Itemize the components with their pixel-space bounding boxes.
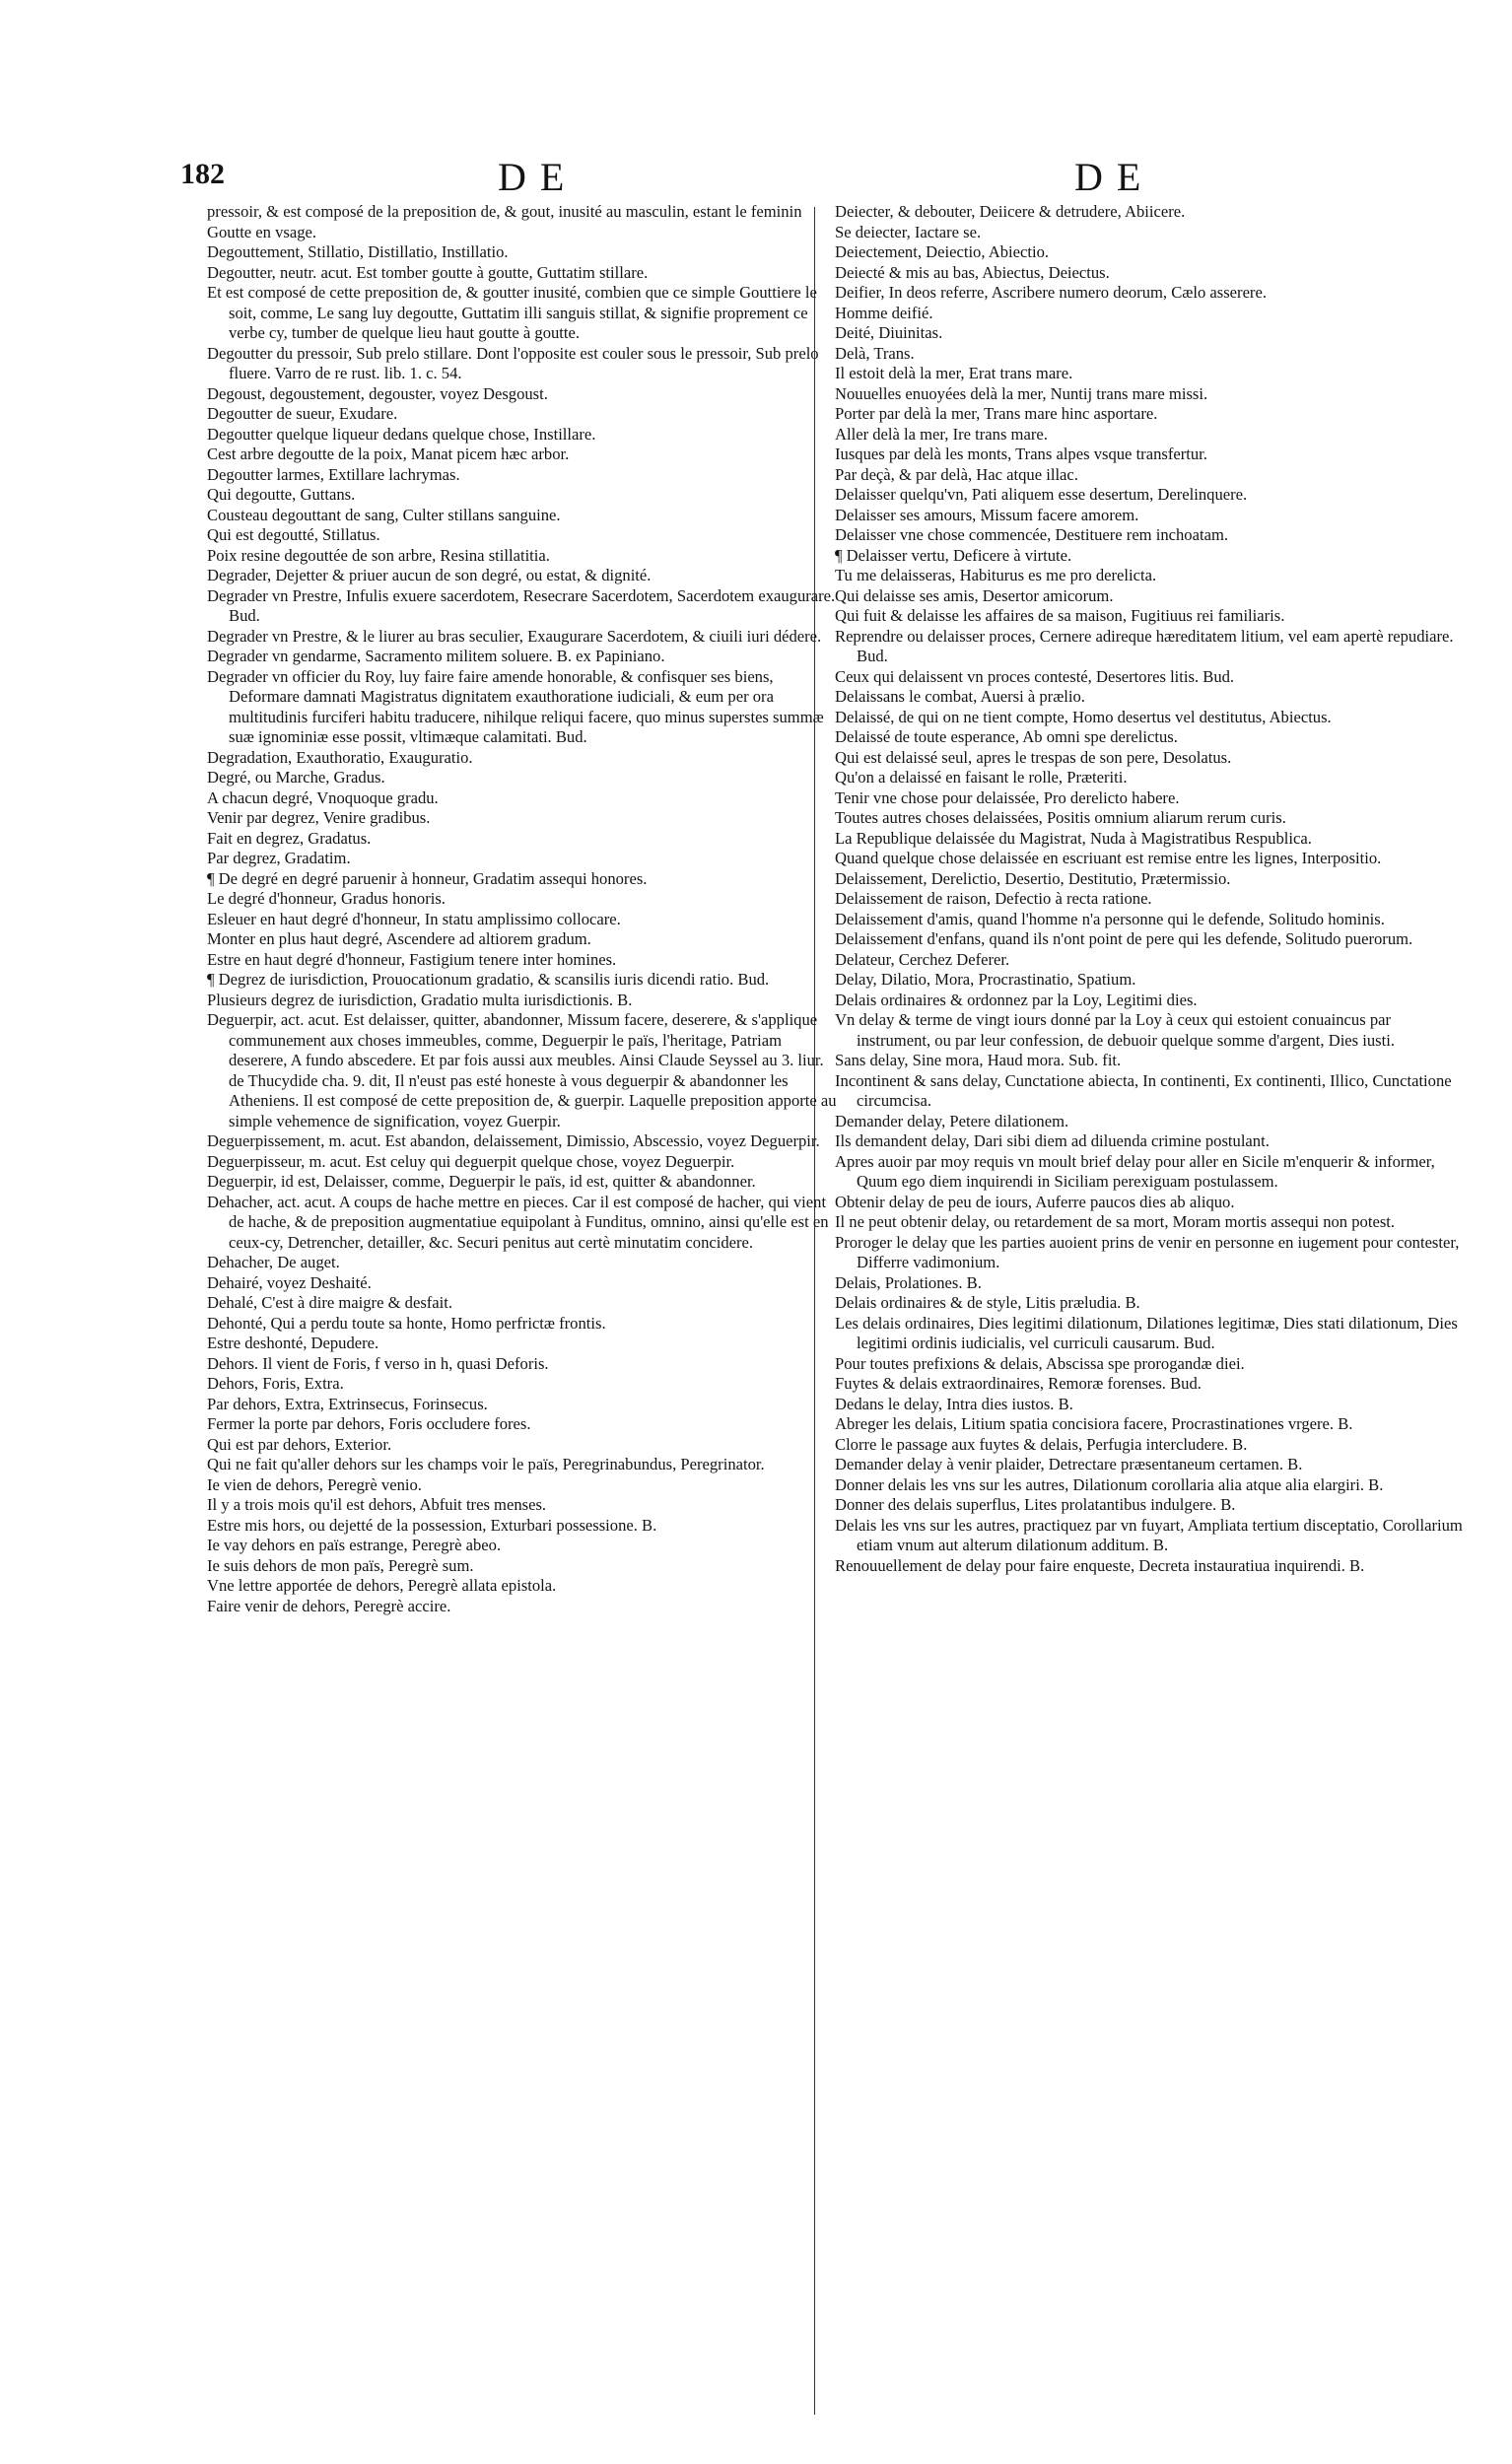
dictionary-entry: Dehalé, C'est à dire maigre & desfait. — [207, 1293, 453, 1312]
dictionary-entry: Delais ordinaires & ordonnez par la Loy, Legitimi dies. — [835, 990, 1198, 1009]
dictionary-entry: Qu'on a delaissé en faisant le rolle, Præteriti. — [835, 768, 1128, 787]
dictionary-entry: Dehairé, voyez Deshaité. — [207, 1272, 372, 1292]
dictionary-entry: Reprendre ou delaisser proces, Cernere adireque hæreditatem litium, vel eam apertè repudiare. Bud. — [835, 626, 1454, 665]
dictionary-entry: Dehacher, De auget. — [207, 1253, 340, 1271]
dictionary-entry: ¶ Degrez de iurisdiction, Prouocationum gradatio, & scansilis iuris dicendi ratio. Bud. — [207, 970, 770, 989]
dictionary-entry: Qui degoutte, Guttans. — [207, 485, 356, 504]
dictionary-entry: Et est composé de cette preposition de, & goutter inusité, combien que ce simple Gouttiere le soit, comme, Le sang luy degoutte, Guttatim illi sanguis stillat, & signifie proprement ce verbe cy, tumber de quelque lieu haut goutte à goutte. — [207, 283, 817, 342]
dictionary-entry: Par dehors, Extra, Extrinsecus, Forinsecus. — [207, 1394, 488, 1413]
dictionary-entry: Ie suis dehors de mon païs, Peregrè sum. — [207, 1555, 474, 1575]
dictionary-entry: Se deiecter, Iactare se. — [835, 222, 982, 241]
dictionary-entry: Degoutter, neutr. acut. Est tomber goutte à goutte, Guttatim stillare. — [207, 262, 649, 282]
dictionary-entry: Degrader vn Prestre, & le liurer au bras seculier, Exaugurare Sacerdotem, & ciuili iuri dédere. — [207, 626, 822, 646]
dictionary-entry: Aller delà la mer, Ire trans mare. — [835, 424, 1048, 444]
dictionary-entry: Degoutter larmes, Extillare lachrymas. — [207, 464, 460, 484]
dictionary-entry: Il estoit delà la mer, Erat trans mare. — [835, 364, 1073, 382]
dictionary-entry: Deguerpir, id est, Delaisser, comme, Deguerpir le païs, id est, quitter & abandonner. — [207, 1172, 756, 1191]
dictionary-entry: Qui ne fait qu'aller dehors sur les champs voir le païs, Peregrinabundus, Peregrinator. — [207, 1455, 765, 1473]
dictionary-entry: Plusieurs degrez de iurisdiction, Gradatio multa iurisdictionis. B. — [207, 990, 633, 1009]
dictionary-entry: Demander delay, Petere dilationem. — [835, 1111, 1069, 1130]
dictionary-entry: Delaissement de raison, Defectio à recta ratione. — [835, 889, 1152, 908]
dictionary-entry: Degoutter du pressoir, Sub prelo stillare. Dont l'opposite est couler sous le pressoir, Sub prelo fluere. Varro de re rust. lib. 1. c. 54. — [207, 343, 819, 382]
dictionary-entry: Dedans le delay, Intra dies iustos. B. — [835, 1394, 1073, 1413]
dictionary-entry: Deiecté & mis au bas, Abiectus, Deiectus. — [835, 262, 1110, 282]
dictionary-entry: Qui est degoutté, Stillatus. — [207, 525, 380, 544]
dictionary-entry: Qui est par dehors, Exterior. — [207, 1434, 392, 1454]
dictionary-entry: Delaissement, Derelictio, Desertio, Destitutio, Prætermissio. — [835, 868, 1231, 888]
dictionary-entry: Degouttement, Stillatio, Distillatio, Instillatio. — [207, 242, 509, 261]
dictionary-entry: Delaisser ses amours, Missum facere amorem. — [835, 505, 1139, 524]
dictionary-entry: Deifier, In deos referre, Ascribere numero deorum, Cælo asserere. — [835, 283, 1267, 302]
dictionary-entry: Clorre le passage aux fuytes & delais, Perfugia intercludere. B. — [835, 1434, 1248, 1454]
dictionary-entry: Renouuellement de delay pour faire enqueste, Decreta instauratiua inquirendi. B. — [835, 1555, 1365, 1575]
dictionary-entry: Delaisser vne chose commencée, Destituere rem inchoatam. — [835, 525, 1229, 544]
dictionary-entry: Monter en plus haut degré, Ascendere ad altiorem gradum. — [207, 929, 591, 948]
dictionary-entry: Ils demandent delay, Dari sibi diem ad diluenda crimine postulant. — [835, 1131, 1270, 1150]
dictionary-entry: Delaissé de toute esperance, Ab omni spe derelictus. — [835, 727, 1178, 746]
dictionary-entry: Delateur, Cerchez Deferer. — [835, 949, 1010, 969]
dictionary-entry: Toutes autres choses delaissées, Positis omnium aliarum rerum curis. — [835, 808, 1286, 827]
dictionary-entry: Delaissé, de qui on ne tient compte, Homo desertus vel destitutus, Abiectus. — [835, 707, 1332, 726]
dictionary-entry: Par deçà, & par delà, Hac atque illac. — [835, 464, 1078, 484]
dictionary-entry: Degrader vn gendarme, Sacramento militem soluere. B. ex Papiniano. — [207, 647, 665, 665]
dictionary-entry: Tenir vne chose pour delaissée, Pro derelicto habere. — [835, 787, 1180, 807]
dictionary-entry: Par degrez, Gradatim. — [207, 849, 351, 867]
dictionary-entry: Delaisser quelqu'vn, Pati aliquem esse desertum, Derelinquere. — [835, 485, 1248, 504]
dictionary-entry: Tu me delaisseras, Habiturus es me pro derelicta. — [835, 566, 1157, 584]
dictionary-entry: ¶ Delaisser vertu, Deficere à virtute. — [835, 545, 1072, 565]
dictionary-entry: Les delais ordinaires, Dies legitimi dilationum, Dilationes legitimæ, Dies stati dilationum, Dies legitimi ordinis iudicialis, vel curriculi causarum. Bud. — [835, 1313, 1458, 1352]
dictionary-entry: Quand quelque chose delaissée en escriuant est remise entre les lignes, Interpositio. — [835, 849, 1382, 867]
dictionary-entry: Dehonté, Qui a perdu toute sa honte, Homo perfrictæ frontis. — [207, 1313, 606, 1333]
dictionary-entry: Deguerpisseur, m. acut. Est celuy qui deguerpit quelque chose, voyez Deguerpir. — [207, 1151, 735, 1171]
dictionary-entry: Delaissement d'enfans, quand ils n'ont point de pere qui les defende, Solitudo puerorum. — [835, 929, 1413, 948]
right-column — [835, 202, 1466, 1576]
dictionary-entry: Cest arbre degoutte de la poix, Manat picem hæc arbor. — [207, 445, 570, 463]
dictionary-entry: Homme deifié. — [835, 303, 933, 322]
dictionary-entry: Degrader vn officier du Roy, luy faire faire amende honorable, & confisquer ses biens, Deformare damnati Magistratus dignitatem exauthoratione iudiciali, & eum per ora multitudinis furciferi habitu traducere, nihilque reliqui facere, quo minus superstes summæ suæ ignominiæ esse possit, vltimæque calamitati. Bud. — [207, 666, 824, 746]
dictionary-entry: A chacun degré, Vnoquoque gradu. — [207, 787, 439, 807]
dictionary-entry: Fuytes & delais extraordinaires, Remoræ forenses. Bud. — [835, 1374, 1202, 1393]
dictionary-entry: Qui delaisse ses amis, Desertor amicorum. — [835, 585, 1114, 605]
dictionary-entry: Poix resine degouttée de son arbre, Resina stillatitia. — [207, 545, 550, 565]
dictionary-entry: Degrader vn Prestre, Infulis exuere sacerdotem, Resecrare Sacerdotem, Sacerdotem exaugurare. Bud. — [207, 585, 836, 625]
dictionary-entry: Delay, Dilatio, Mora, Procrastinatio, Spatium. — [835, 970, 1136, 989]
dictionary-entry: Estre deshonté, Depudere. — [207, 1334, 379, 1352]
dictionary-entry: Qui fuit & delaisse les affaires de sa maison, Fugitiuus rei familiaris. — [835, 606, 1285, 625]
running-head-right: DE — [1074, 155, 1155, 199]
dictionary-entry: Fait en degrez, Gradatus. — [207, 828, 372, 848]
dictionary-entry: Obtenir delay de peu de iours, Auferre paucos dies ab aliquo. — [835, 1192, 1235, 1211]
dictionary-entry: Vne lettre apportée de dehors, Peregrè allata epistola. — [207, 1576, 557, 1595]
running-head-left: DE — [498, 155, 579, 199]
dictionary-entry: Degoutter de sueur, Exudare. — [207, 404, 398, 423]
dictionary-entry: Porter par delà la mer, Trans mare hinc asportare. — [835, 404, 1158, 423]
left-column — [207, 202, 838, 1616]
dictionary-entry: Deité, Diuinitas. — [835, 323, 943, 342]
dictionary-entry: Estre en haut degré d'honneur, Fastigium tenere inter homines. — [207, 949, 617, 969]
dictionary-entry: Vn delay & terme de vingt iours donné par la Loy à ceux qui estoient conuaincus par instrument, ou par leur confession, de debuoir quelque somme d'argent, Dies iusti. — [835, 1010, 1396, 1050]
dictionary-entry: Apres auoir par moy requis vn moult brief delay pour aller en Sicile m'enquerir & informer, Quum ego diem inquirendi in Siciliam perexiguam postulassem. — [835, 1151, 1435, 1191]
dictionary-entry: Faire venir de dehors, Peregrè accire. — [207, 1596, 451, 1615]
dictionary-entry: Incontinent & sans delay, Cunctatione abiecta, In continenti, Ex continenti, Illico, Cunctatione circumcisa. — [835, 1070, 1452, 1110]
dictionary-entry: Iusques par delà les monts, Trans alpes vsque transfertur. — [835, 445, 1207, 463]
dictionary-entry: Il ne peut obtenir delay, ou retardement de sa mort, Moram mortis assequi non potest. — [835, 1212, 1396, 1231]
dictionary-entry: Delà, Trans. — [835, 343, 915, 363]
dictionary-entry: Degré, ou Marche, Gradus. — [207, 768, 385, 787]
dictionary-entry: Ie vay dehors en païs estrange, Peregrè abeo. — [207, 1536, 502, 1554]
dictionary-entry: Ie vien de dehors, Peregrè venio. — [207, 1474, 422, 1494]
dictionary-entry: Degoust, degoustement, degouster, voyez Desgoust. — [207, 383, 548, 403]
dictionary-entry: Delaissans le combat, Auersi à prælio. — [835, 687, 1085, 706]
dictionary-entry: pressoir, & est composé de la preposition de, & gout, inusité au masculin, estant le feminin Goutte en vsage. — [207, 202, 802, 241]
dictionary-entry: Donner delais les vns sur les autres, Dilationum corollaria alia atque alia elargiri. B. — [835, 1474, 1384, 1494]
dictionary-entry: La Republique delaissée du Magistrat, Nuda à Magistratibus Respublica. — [835, 828, 1312, 848]
dictionary-entry: Qui est delaissé seul, apres le trespas de son pere, Desolatus. — [835, 747, 1232, 767]
dictionary-entry: Esleuer en haut degré d'honneur, In statu amplissimo collocare. — [207, 909, 621, 928]
dictionary-entry: ¶ De degré en degré paruenir à honneur, Gradatim assequi honores. — [207, 868, 648, 888]
dictionary-entry: Delaissement d'amis, quand l'homme n'a personne qui le defende, Solitudo hominis. — [835, 909, 1385, 928]
dictionary-entry: Proroger le delay que les parties auoient prins de venir en personne en iugement pour contester, Differre vadimonium. — [835, 1232, 1460, 1271]
dictionary-entry: Venir par degrez, Venire gradibus. — [207, 808, 431, 827]
dictionary-entry: Abreger les delais, Litium spatia concisiora facere, Procrastinationes vrgere. B. — [835, 1414, 1353, 1433]
dictionary-entry: Degrader, Dejetter & priuer aucun de son degré, ou estat, & dignité. — [207, 566, 652, 584]
dictionary-entry: Estre mis hors, ou dejetté de la possession, Exturbari possessione. B. — [207, 1515, 657, 1535]
dictionary-entry: Donner des delais superflus, Lites prolatantibus indulgere. B. — [835, 1495, 1236, 1514]
dictionary-entry: Deiecter, & debouter, Deiicere & detrudere, Abiicere. — [835, 202, 1186, 221]
dictionary-entry: Pour toutes prefixions & delais, Abscissa spe prorogandæ diei. — [835, 1353, 1245, 1373]
dictionary-entry: Delais les vns sur les autres, practiquez par vn fuyart, Ampliata tertium disceptatio, Corollarium etiam vnum aut alterum dilationum additum. B. — [835, 1515, 1463, 1554]
dictionary-entry: Cousteau degouttant de sang, Culter stillans sanguine. — [207, 505, 561, 524]
dictionary-entry: Dehors. Il vient de Foris, f verso in h, quasi Deforis. — [207, 1353, 549, 1373]
page-number: 182 — [180, 158, 225, 190]
dictionary-entry: Delais, Prolationes. B. — [835, 1272, 982, 1292]
dictionary-entry: Degoutter quelque liqueur dedans quelque chose, Instillare. — [207, 424, 596, 444]
dictionary-entry: Il y a trois mois qu'il est dehors, Abfuit tres menses. — [207, 1495, 547, 1514]
dictionary-entry: Demander delay à venir plaider, Detrectare præsentaneum certamen. B. — [835, 1455, 1303, 1473]
dictionary-entry: Deguerpissement, m. acut. Est abandon, delaissement, Dimissio, Abscessio, voyez Deguerpir. — [207, 1131, 820, 1150]
dictionary-entry: Deiectement, Deiectio, Abiectio. — [835, 242, 1050, 261]
dictionary-entry: Fermer la porte par dehors, Foris occludere fores. — [207, 1414, 531, 1433]
dictionary-entry: Sans delay, Sine mora, Haud mora. Sub. fit. — [835, 1051, 1122, 1069]
dictionary-entry: Delais ordinaires & de style, Litis præludia. B. — [835, 1293, 1140, 1312]
dictionary-entry: Ceux qui delaissent vn proces contesté, Desertores litis. Bud. — [835, 666, 1235, 686]
dictionary-entry: Nouuelles enuoyées delà la mer, Nuntij trans mare missi. — [835, 383, 1208, 403]
dictionary-entry: Degradation, Exauthoratio, Exauguratio. — [207, 747, 473, 767]
dictionary-entry: Dehors, Foris, Extra. — [207, 1374, 344, 1393]
dictionary-entry: Le degré d'honneur, Gradus honoris. — [207, 889, 446, 908]
dictionary-entry: Deguerpir, act. acut. Est delaisser, quitter, abandonner, Missum facere, deserere, & s'applique communement aux choses immeubles, comme, Deguerpir le païs, l'heritage, Patriam deserere, A fundo abscedere. Et par fois aussi aux meubles. Ainsi Claude Seyssel au 3. liur. de Thucydide cha. 9. dit, Il n'eust pas esté honeste à vous deguerpir & abandonner les Atheniens. Il est composé de cette preposition de, & guerpir. Laquelle preposition apporte au simple vehemence de signification, voyez Guerpir. — [207, 1010, 837, 1130]
dictionary-entry: Dehacher, act. acut. A coups de hache mettre en pieces. Car il est composé de hacher, qui vient de hache, & de preposition augmentatiue equipolant à Funditus, omnino, ainsi qu'elle est en ceux-cy, Detrencher, detailler, &c. Securi penitus aut certè minutatim concidere. — [207, 1192, 829, 1252]
